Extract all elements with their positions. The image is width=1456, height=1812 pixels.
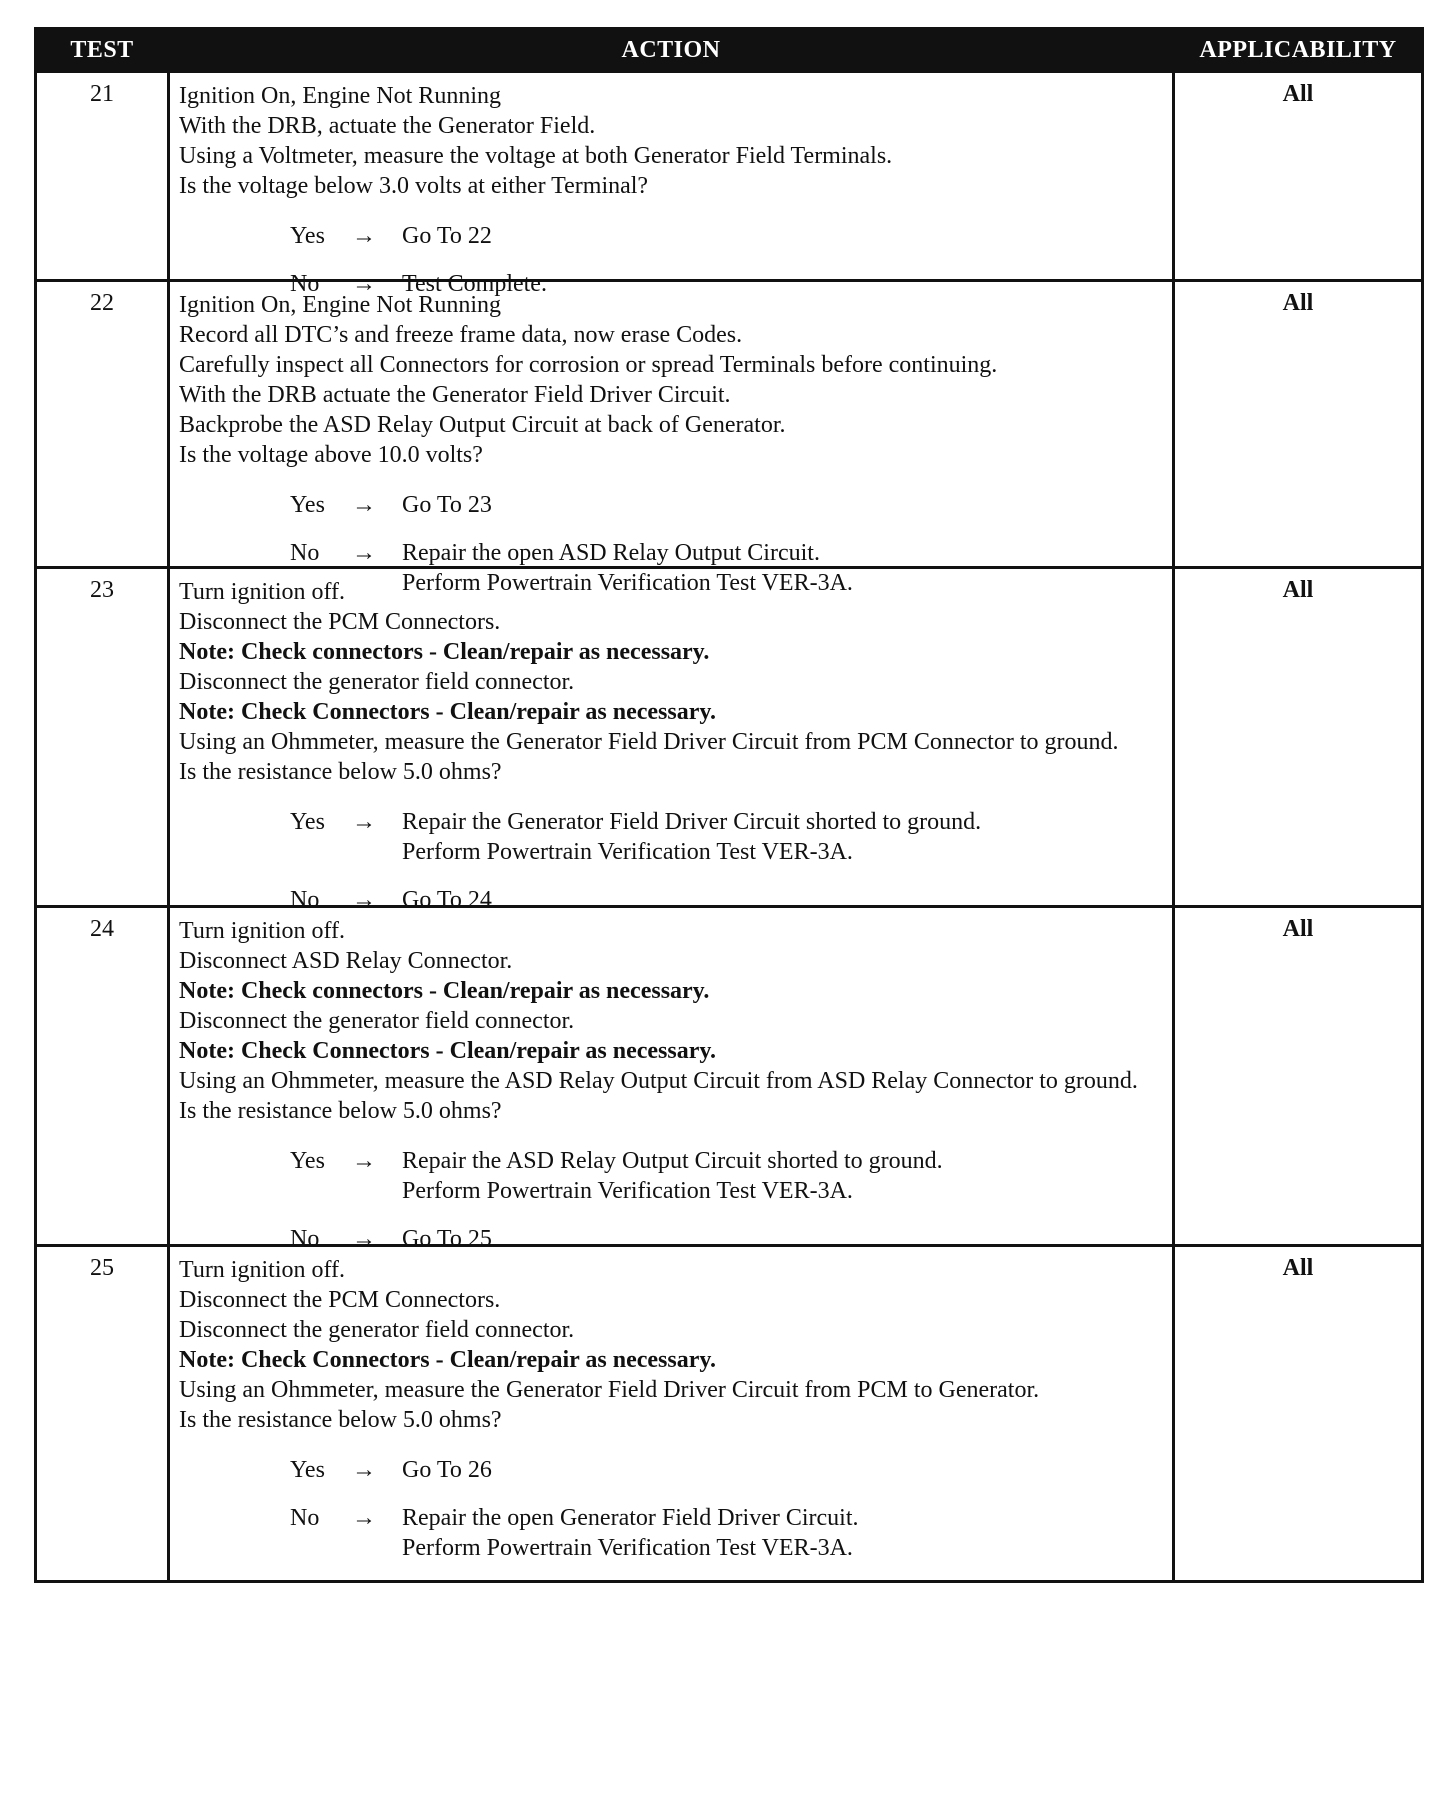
action-step: Is the resistance below 5.0 ohms? (179, 1098, 502, 1124)
action-step: Turn ignition off. (179, 918, 346, 944)
result-line: Perform Powertrain Verification Test VER-3A. (402, 570, 853, 596)
action-step: Using an Ohmmeter, measure the ASD Relay Output Circuit from ASD Relay Connector to ground. (179, 1068, 1138, 1094)
response-result (402, 221, 1164, 251)
action-step: Turn ignition off. (179, 1257, 346, 1283)
arrow-right-icon: → (352, 1226, 376, 1252)
action-step: Using an Ohmmeter, measure the Generator Field Driver Circuit from PCM Connector to ground. (179, 729, 1119, 755)
action-step: Using a Voltmeter, measure the voltage at both Generator Field Terminals. (179, 143, 893, 169)
test-number: 23 (37, 569, 170, 905)
arrow-right-icon: → (352, 1148, 376, 1174)
response-group (179, 1455, 1164, 1563)
table-header (37, 30, 1421, 70)
result-line: Repair the open Generator Field Driver Circuit. (402, 1505, 859, 1531)
arrow-right-icon: → (352, 492, 376, 518)
action-step: Is the resistance below 5.0 ohms? (179, 1407, 502, 1433)
result-line: Go To 25 (402, 1226, 492, 1252)
action-step: Is the voltage above 10.0 volts? (179, 442, 483, 468)
test-number: 21 (37, 73, 170, 279)
response-answer: Yes (290, 223, 325, 249)
arrow-right-icon: → (352, 809, 376, 835)
response-answer: No (290, 540, 320, 566)
response-answer: Yes (290, 1148, 325, 1174)
arrow-right-icon: → (352, 271, 376, 297)
arrow-right-icon: → (352, 1457, 376, 1483)
applicability-cell: All (1172, 1247, 1421, 1580)
header-test: TEST (70, 36, 134, 63)
action-step: Disconnect the PCM Connectors. (179, 609, 501, 635)
result-line: Perform Powertrain Verification Test VER-3A. (402, 839, 853, 865)
result-line: Go To 24 (402, 887, 492, 913)
action-step: With the DRB actuate the Generator Field Driver Circuit. (179, 382, 731, 408)
header-action: ACTION (621, 36, 721, 63)
response-row (179, 221, 1164, 251)
action-cell (170, 1247, 1172, 1580)
result-line: Perform Powertrain Verification Test VER-3A. (402, 1178, 853, 1204)
action-step: Disconnect the generator field connector. (179, 669, 575, 695)
header-applicability: APPLICABILITY (1199, 36, 1397, 63)
response-answer: No (290, 1226, 320, 1252)
action-note: Note: Check Connectors - Clean/repair as necessary. (179, 699, 717, 725)
action-step: Carefully inspect all Connectors for corrosion or spread Terminals before continuing. (179, 352, 998, 378)
action-note: Note: Check Connectors - Clean/repair as necessary. (179, 1038, 717, 1064)
action-step: Disconnect the generator field connector. (179, 1317, 575, 1343)
table-body (37, 70, 1421, 1580)
response-answer: No (290, 1505, 320, 1531)
action-step: Ignition On, Engine Not Running (179, 292, 501, 318)
result-line: Go To 22 (402, 223, 492, 249)
response-row (179, 807, 1164, 867)
response-result (402, 490, 1164, 520)
action-step: Ignition On, Engine Not Running (179, 83, 501, 109)
action-step: Backprobe the ASD Relay Output Circuit at back of Generator. (179, 412, 786, 438)
table-row (37, 905, 1421, 1252)
action-step: With the DRB, actuate the Generator Field. (179, 113, 596, 139)
result-line: Repair the ASD Relay Output Circuit shorted to ground. (402, 1148, 943, 1174)
arrow-right-icon: → (352, 887, 376, 913)
table-row (37, 1244, 1421, 1580)
action-step: Is the voltage below 3.0 volts at either Terminal? (179, 173, 649, 199)
action-note: Note: Check Connectors - Clean/repair as necessary. (179, 1347, 717, 1373)
diagnostic-test-table (34, 27, 1424, 1583)
arrow-right-icon: → (352, 1505, 376, 1531)
action-step: Using an Ohmmeter, measure the Generator Field Driver Circuit from PCM to Generator. (179, 1377, 1040, 1403)
response-group (179, 807, 1164, 915)
result-line: Test Complete. (402, 271, 547, 297)
applicability-cell: All (1172, 908, 1421, 1244)
action-note: Note: Check connectors - Clean/repair as necessary. (179, 978, 710, 1004)
action-cell (170, 908, 1172, 1252)
action-step: Is the resistance below 5.0 ohms? (179, 759, 502, 785)
action-step: Disconnect the generator field connector. (179, 1008, 575, 1034)
response-answer: Yes (290, 492, 325, 518)
applicability-cell: All (1172, 569, 1421, 905)
arrow-right-icon: → (352, 540, 376, 566)
result-line: Go To 23 (402, 492, 492, 518)
action-step: Record all DTC’s and freeze frame data, now erase Codes. (179, 322, 743, 348)
result-line: Go To 26 (402, 1457, 492, 1483)
table-row (37, 70, 1421, 297)
result-line: Repair the Generator Field Driver Circuit shorted to ground. (402, 809, 982, 835)
action-step: Turn ignition off. (179, 579, 346, 605)
applicability-cell: All (1172, 282, 1421, 566)
action-step: Disconnect the PCM Connectors. (179, 1287, 501, 1313)
action-step: Disconnect ASD Relay Connector. (179, 948, 513, 974)
response-row (179, 1503, 1164, 1563)
action-cell (170, 73, 1172, 297)
response-row (179, 1455, 1164, 1485)
action-note: Note: Check connectors - Clean/repair as necessary. (179, 639, 710, 665)
test-number: 24 (37, 908, 170, 1244)
result-line: Perform Powertrain Verification Test VER-3A. (402, 1535, 853, 1561)
table-row (37, 566, 1421, 913)
response-row (179, 1146, 1164, 1206)
response-result (402, 807, 1164, 867)
response-row (179, 490, 1164, 520)
response-result (402, 1146, 1164, 1206)
response-result (402, 1503, 1164, 1563)
applicability-cell: All (1172, 73, 1421, 279)
response-answer: Yes (290, 1457, 325, 1483)
response-answer: No (290, 887, 320, 913)
response-answer: Yes (290, 809, 325, 835)
result-line: Repair the open ASD Relay Output Circuit. (402, 540, 820, 566)
action-cell (170, 569, 1172, 913)
test-number: 22 (37, 282, 170, 566)
arrow-right-icon: → (352, 223, 376, 249)
response-answer: No (290, 271, 320, 297)
test-number: 25 (37, 1247, 170, 1580)
response-result (402, 1455, 1164, 1485)
response-group (179, 1146, 1164, 1254)
